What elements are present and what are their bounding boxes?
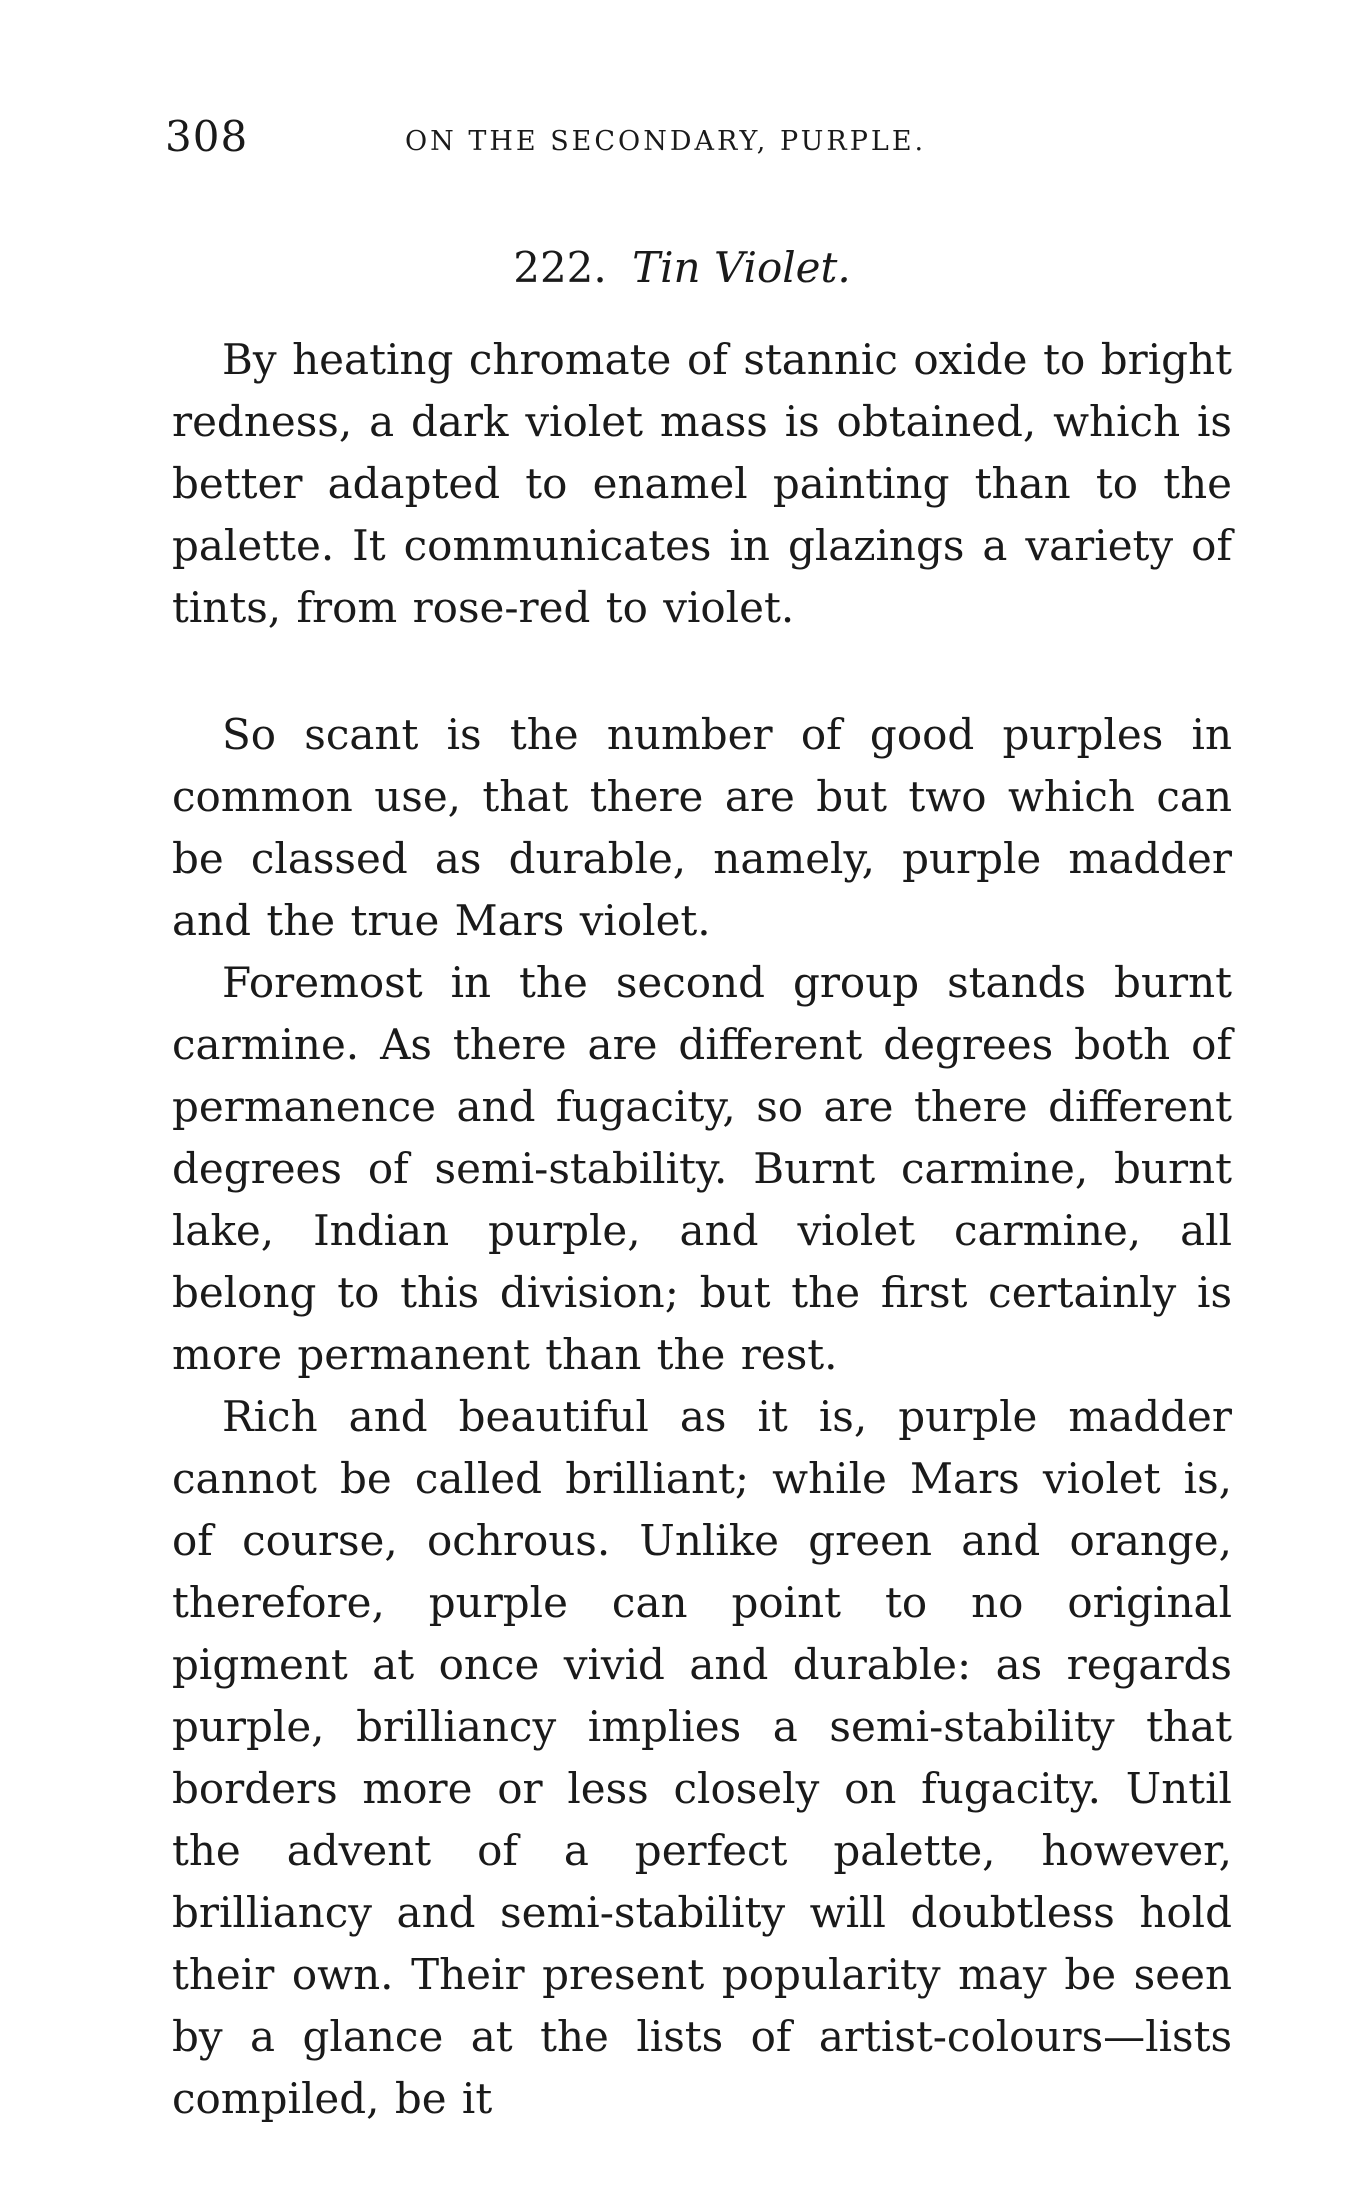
section-heading bbox=[0, 243, 1364, 292]
discussion-body bbox=[172, 704, 1232, 2130]
section-number: 222. bbox=[513, 243, 607, 292]
page-header bbox=[165, 112, 1235, 172]
paragraph-tin-violet: By heating chromate of stannic oxide to bright redness, a dark violet mass is obtained, which is better adapted to enamel painting than to the palette. It communicates in glazings a variety of tints, from rose-red to violet. bbox=[172, 335, 1232, 632]
section-title: Tin Violet. bbox=[632, 243, 851, 292]
running-head: ON THE SECONDARY, PURPLE. bbox=[405, 126, 927, 157]
paragraph-purple-madder: Rich and beautiful as it is, purple madder cannot be called brilliant; while Mars violet is, of course, ochrous. Unlike green and orange, therefore, purple can point to no original pigment at once vivid and durable: as regards purple, brilliancy implies a semi-stability that borders more or less closely on fugacity. Until the advent of a perfect palette, however, brilliancy and semi-stability will doubtless hold their own. Their present popularity may be seen by a glance at the lists of artist-colours—lists compiled, be it bbox=[172, 1392, 1232, 2123]
paragraph-second-group: Foremost in the second group stands burnt carmine. As there are different degrees both of permanence and fugacity, so are there different degrees of semi-stability. Burnt carmine, burnt lake, Indian purple, and violet carmine, all belong to this division; but the first certainly is more permanent than the rest. bbox=[172, 958, 1232, 1379]
section-body bbox=[172, 329, 1232, 639]
page-number: 308 bbox=[165, 112, 249, 161]
paragraph-scant-purples: So scant is the number of good purples in common use, that there are but two which can be classed as durable, namely, purple madder and the true Mars violet. bbox=[172, 710, 1232, 945]
